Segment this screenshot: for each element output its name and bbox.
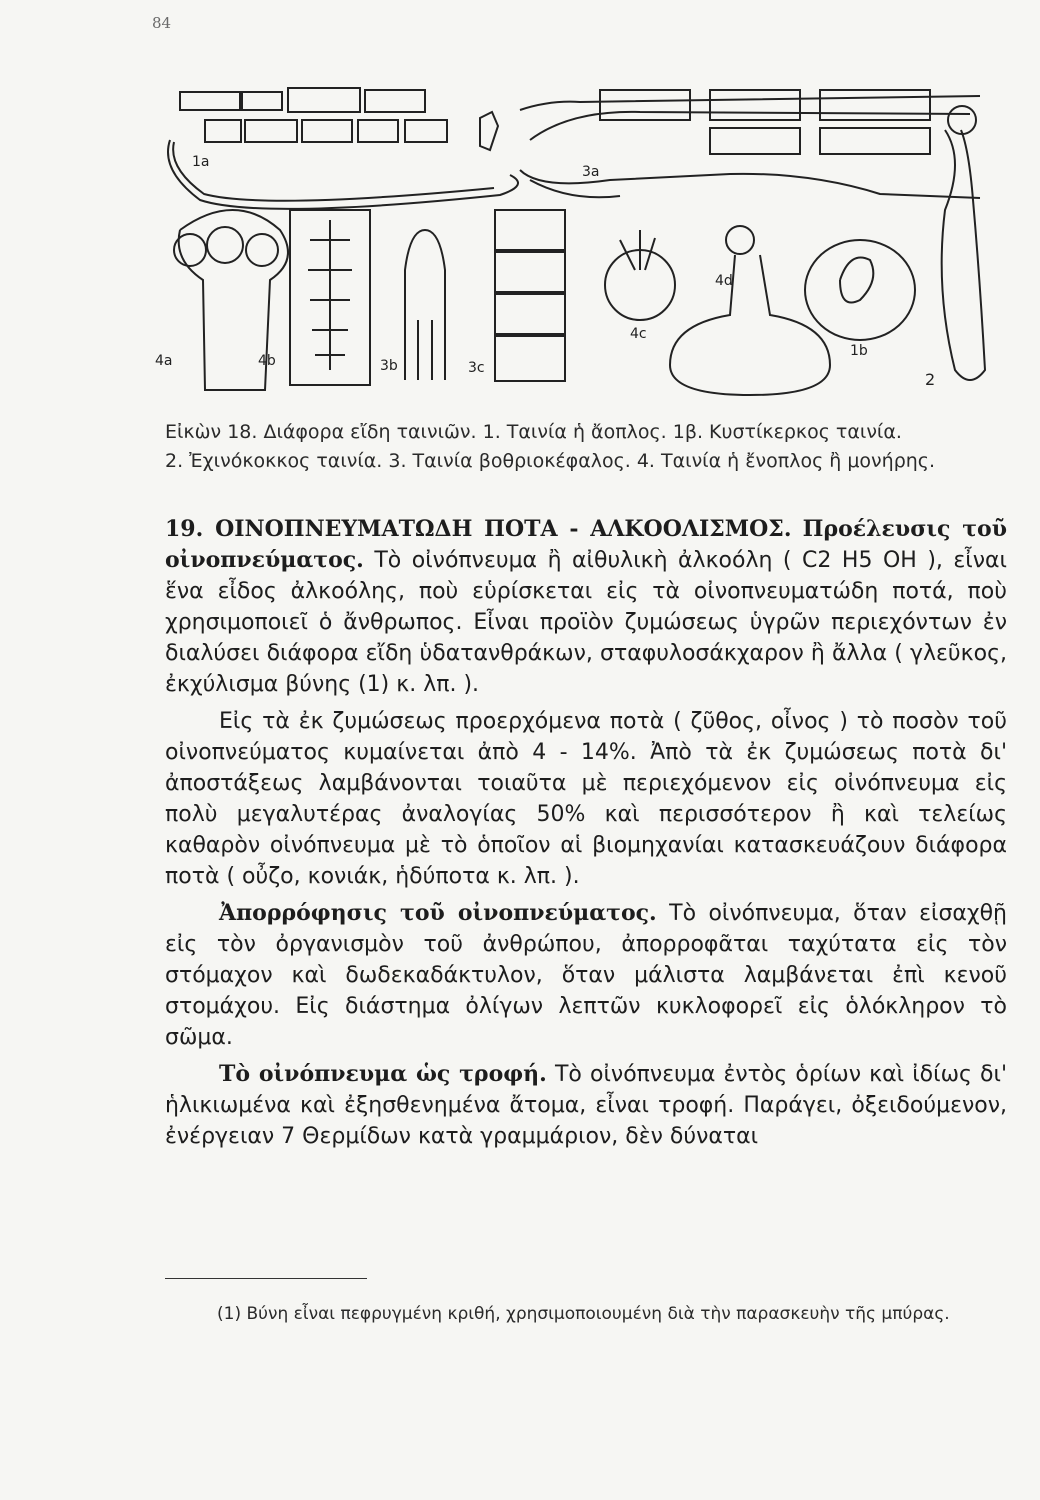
figure-label: 4b	[258, 353, 276, 369]
section-paragraph-1	[165, 514, 1007, 700]
paragraph-text: Εἰς τὰ ἐκ ζυμώσεως προερχόμενα ποτὰ ( ζῦθος, οἶνος ) τὸ ποσὸν τοῦ οἰνοπνεύματος κυμαίνεται ἀπὸ 4 - 14%. Ἀπὸ τὰ ἐκ ζυμώσεως ποτὰ δι' ἀποστάξεως λαμβάνονται τοιαῦτα μὲ περιεχόμενον εἰς οἰνόπνευμα εἰς πολὺ μεγαλυτέρας ἀναλογίας 50% καὶ περισσότερον ἢ καὶ τελείως καθαρὸν οἰνόπνευμα μὲ τὸ ὁποῖον αἱ βιομηχανίαι κατασκευάζουν διάφορα ποτὰ ( οὖζο, κονιάκ, ἡδύποτα κ. λπ. ).	[165, 709, 1007, 889]
footnote-divider	[165, 1278, 367, 1279]
caption-line: Εἰκὼν 18. Διάφορα εἴδη ταινιῶν. 1. Ταινία ἡ ἄοπλος. 1β. Κυστίκερκος ταινία.	[165, 421, 902, 443]
figure-label: 4d	[715, 273, 733, 289]
paragraph-text: Τὸ οἰνόπνευμα ἐντὸς ὁρίων καὶ ἰδίως δι' ἡλικιωμένα καὶ ἐξησθενημένα ἄτομα, εἶναι τροφή. Παράγει, ὀξειδούμενον, ἐνέργειαν 7 Θερμίδων κατὰ γραμμάριον, δὲν δύναται	[165, 1062, 1008, 1149]
segment-strip	[180, 92, 240, 110]
figure-label: 1a	[192, 154, 210, 170]
figure-label: 2	[925, 370, 936, 389]
section-paragraph-3	[165, 898, 1007, 1053]
tapeworm-drawing	[150, 80, 1010, 400]
article-body	[165, 514, 1007, 1152]
caption-line: 2. Ἐχινόκοκκος ταινία. 3. Ταινία βοθριοκέφαλος. 4. Ταινία ἡ ἔνοπλος ἢ μονήρης.	[165, 450, 936, 472]
tapeworm-illustration	[150, 80, 1010, 400]
section-title: 19. ΟΙΝΟΠΝΕΥΜΑΤΩΔΗ ΠΟΤΑ - ΑΛΚΟΟΛΙΣΜΟΣ.	[165, 516, 792, 542]
paragraph-text: Τὸ οἰνόπνευμα ἢ αἰθυλικὴ ἀλκοόλη ( C2 H5 OH ), εἶναι ἕνα εἶδος ἀλκοόλης, ποὺ εὑρίσκεται εἰς τὰ οἰνοπνευματώδη ποτά, ποὺ χρησιμοποιεῖ ὁ ἄνθρωπος. Εἶναι προϊὸν ζυμώσεως ὑγρῶν περιεχόντων ἐν διαλύσει διάφορα εἴδη ὑδατανθράκων, σταφυλοσάκχαρον ἢ ἄλλα ( γλεῦκος, ἐκχύλισμα βύνης (1) κ. λπ. ).	[165, 548, 1007, 697]
section-paragraph-4	[165, 1059, 1007, 1152]
footnote-text: (1) Βύνη εἶναι πεφρυγμένη κριθή, χρησιμοποιουμένη διὰ τὴν παρασκευὴν τῆς μπύρας.	[217, 1304, 950, 1324]
section-subtitle: Προέλευσις τοῦ οἰνοπνεύματος.	[165, 516, 1007, 573]
footnote	[165, 1300, 1005, 1328]
figure-label: 4a	[155, 353, 173, 369]
figure-caption	[165, 418, 1005, 476]
figure-label: 1b	[850, 343, 868, 359]
figure-label: 3b	[380, 358, 398, 374]
paragraph-text: Τὸ οἰνόπνευμα, ὅταν εἰσαχθῇ εἰς τὸν ὀργανισμὸν τοῦ ἀνθρώπου, ἀπορροφᾶται ταχύτατα εἰς τὸν στόμαχον καὶ δωδεκαδάκτυλον, ὅταν μάλιστα λαμβάνεται ἐπὶ κενοῦ στομάχου. Εἰς διάστημα ὀλίγων λεπτῶν κυκλοφορεῖ εἰς ὁλόκληρον τὸ σῶμα.	[165, 901, 1007, 1050]
food-heading: Τὸ οἰνόπνευμα ὡς τροφή.	[219, 1061, 547, 1087]
page-number: 84	[152, 14, 172, 32]
figure-label: 4c	[630, 326, 647, 342]
figure-label: 3a	[582, 164, 600, 180]
absorption-heading: Ἀπορρόφησις τοῦ οἰνοπνεύματος.	[219, 900, 657, 926]
figure-label: 3c	[468, 360, 485, 376]
